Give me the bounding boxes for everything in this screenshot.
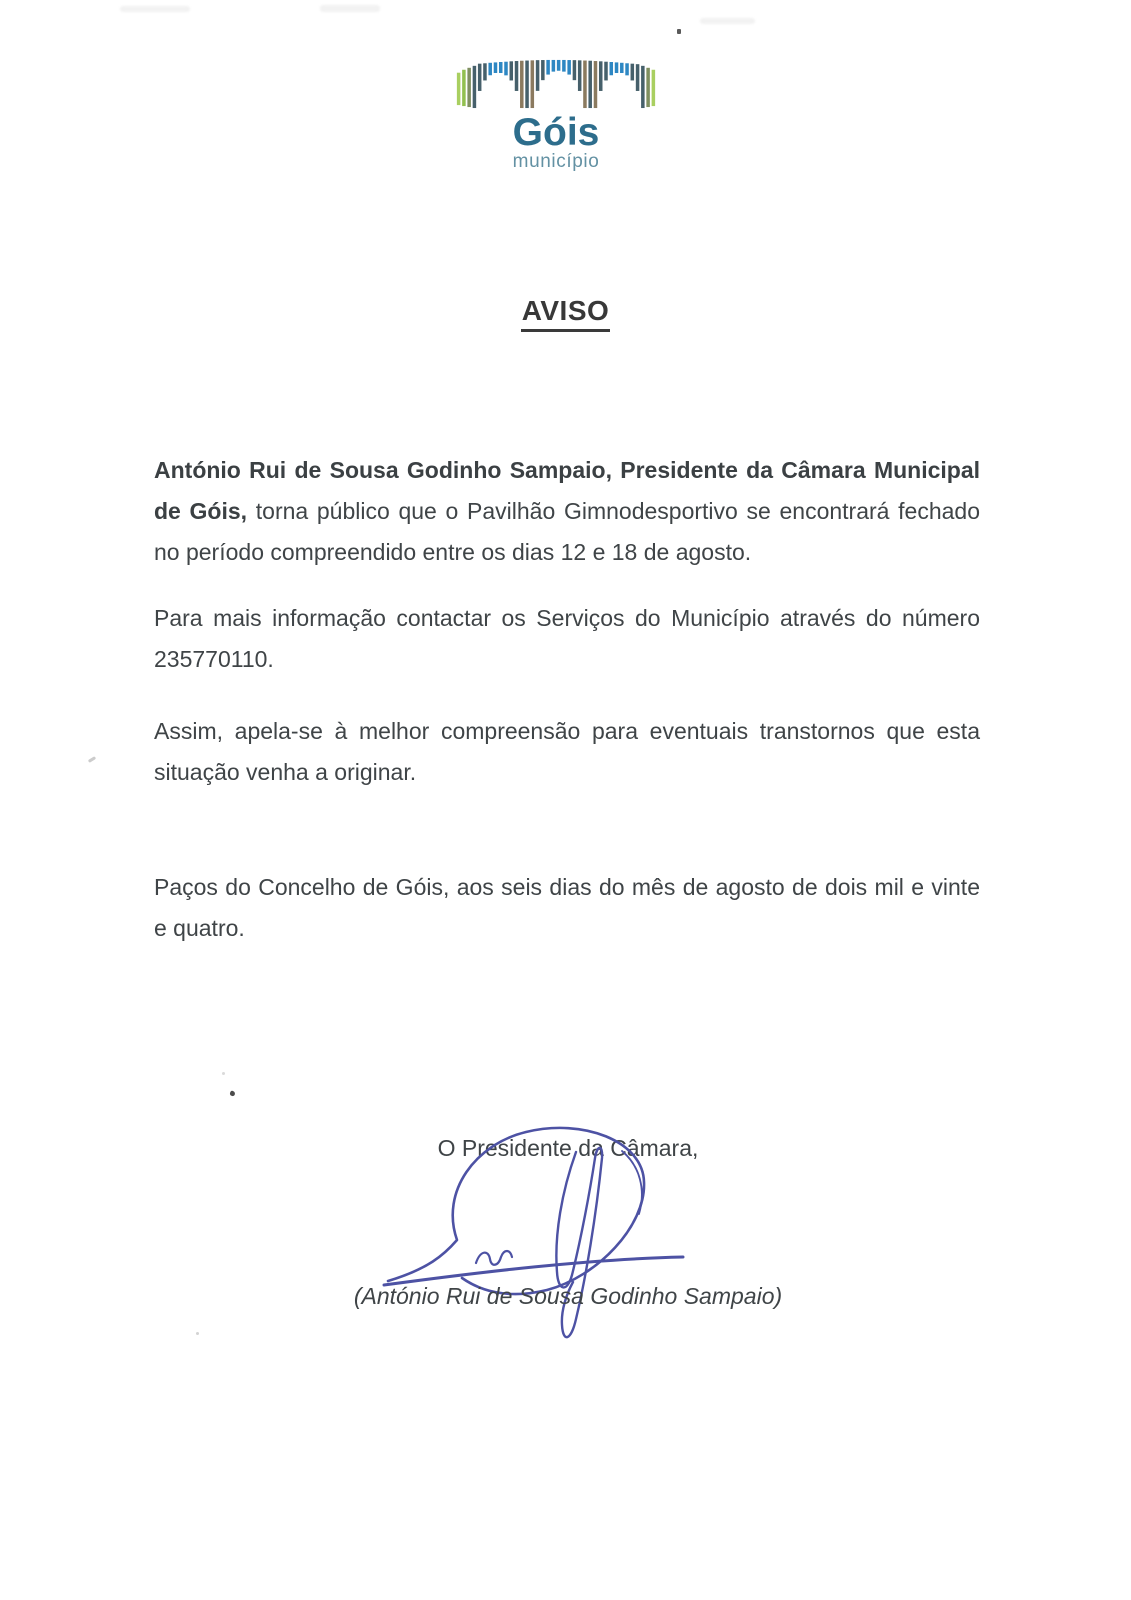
paragraph-dateline: Paços do Concelho de Góis, aos seis dias do mês de agosto de dois mil e vinte e quatro.: [154, 874, 980, 941]
notice-title: AVISO: [521, 294, 611, 332]
municipality-logo: [406, 57, 706, 172]
paragraph-announcement-rest: torna público que o Pavilhão Gimnodesportivo se encontrará fechado no período compreendido entre os dias 12 e 18 de agosto.: [154, 498, 981, 565]
logo-wordmark: Góis: [512, 111, 600, 154]
scan-smudge: [120, 6, 190, 12]
signature-name: (António Rui de Sousa Godinho Sampaio): [353, 1283, 783, 1309]
scan-speck: [196, 1332, 199, 1335]
scan-speck: [222, 1072, 225, 1075]
paragraph-announcement: [154, 450, 980, 573]
paragraph-apology: Assim, apela-se à melhor compreensão para eventuais transtornos que esta situação venha a originar.: [154, 718, 980, 785]
paragraph-announcement-bold: António Rui de Sousa Godinho Sampaio, Presidente da Câmara Municipal de Góis,: [154, 457, 980, 524]
paragraph-contact: Para mais informação contactar os Serviços do Município através do número 235770110.: [154, 605, 980, 672]
signature-title: O Presidente da Câmara,: [437, 1135, 699, 1161]
bridge-logo-icon: [456, 57, 656, 110]
scan-smudge: [700, 18, 755, 24]
scan-speck: [229, 1090, 235, 1096]
scan-smudge: [320, 5, 380, 12]
title-row: [0, 294, 1131, 332]
scan-speck: [88, 756, 96, 763]
scan-speck: [677, 29, 681, 34]
logo-tagline: município: [512, 151, 600, 172]
